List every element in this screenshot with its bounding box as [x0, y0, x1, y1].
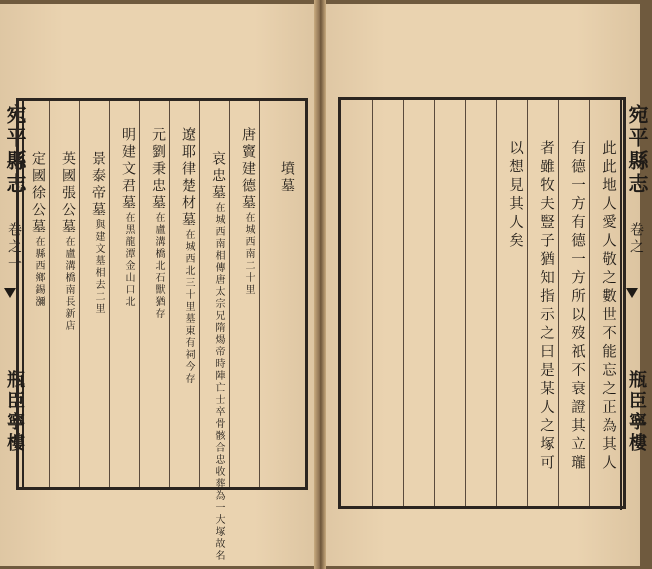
entry-head: 遼耶律楚材墓: [180, 127, 196, 229]
entry-head: 英國張公墓: [60, 151, 76, 236]
fish-tail-mark-icon: [626, 288, 638, 298]
tomb-entry: [28, 151, 48, 308]
gutter-press-name: 瓶臣寧樓: [626, 370, 647, 454]
column-rule: [527, 100, 528, 506]
column-rule: [49, 101, 50, 487]
entry-note: 在盧溝橋北石獸猶存: [153, 212, 164, 320]
left-text-frame: [16, 98, 308, 562]
entry-note: 與建文墓相去二里: [93, 219, 104, 315]
tomb-entry: [118, 127, 138, 308]
entry-head: 景泰帝墓: [90, 151, 106, 219]
tomb-entry: [178, 127, 198, 385]
right-gutter: [620, 100, 649, 510]
section-heading: 墳墓: [279, 161, 295, 195]
gutter-press-name: 瓶臣寧樓: [4, 370, 25, 454]
entry-head: 唐竇建德墓: [240, 127, 256, 212]
column-rule: [229, 101, 230, 487]
entry-note: 在城西北三十里墓東有祠今存: [183, 229, 194, 385]
column-rule: [79, 101, 80, 487]
book-spine: [314, 0, 326, 569]
text-column: 者雖牧夫豎子猶知指示之曰是某人之塚可: [538, 140, 554, 473]
text-column: 以想見其人矣: [507, 140, 523, 251]
entry-note: 在黑龍潭金山口北: [123, 212, 134, 308]
gutter-chapter: 卷之一: [6, 222, 22, 273]
column-rule: [169, 101, 170, 487]
entry-note: 在城西南二十里: [243, 212, 254, 296]
column-rule: [372, 100, 373, 506]
entry-note: 在縣西鄉錫瀰: [33, 236, 44, 308]
text-column: 有德一方有德一方所以歿祇不衰證其立瓏: [569, 140, 585, 473]
tomb-entry: [88, 151, 108, 315]
entry-head: 定國徐公墓: [30, 151, 46, 236]
entry-note: 在盧溝橋南長新店: [63, 236, 74, 332]
column-rule: [259, 101, 260, 487]
right-text-frame: [338, 97, 626, 509]
column-rule: [139, 101, 140, 487]
text-column: 此此地人愛人敬之數世不能忘之正為其人: [600, 140, 616, 473]
column-rule: [558, 100, 559, 506]
tomb-entry: [238, 127, 258, 296]
entry-note: 在城西南相傳唐太宗兄隋煬帝時陣亡士卒骨骸合忠收葬為一大塚故名: [213, 202, 224, 562]
gutter-chapter: 卷之: [628, 222, 644, 256]
tomb-entry: [208, 151, 228, 562]
column-rule: [109, 101, 110, 487]
column-rule: [589, 100, 590, 506]
tomb-entry: [148, 127, 168, 320]
fish-tail-mark-icon: [4, 288, 16, 298]
entry-head: 哀忠墓: [210, 151, 226, 202]
gutter-title: 宛平縣志: [3, 104, 27, 196]
entry-head: 明建文君墓: [120, 127, 136, 212]
tomb-entry: [58, 151, 78, 332]
column-rule: [496, 100, 497, 506]
column-rule: [199, 101, 200, 487]
column-rule: [403, 100, 404, 506]
entry-head: 元劉秉忠墓: [150, 127, 166, 212]
column-rule: [434, 100, 435, 506]
column-rule: [465, 100, 466, 506]
gutter-title: 宛平縣志: [625, 104, 649, 196]
